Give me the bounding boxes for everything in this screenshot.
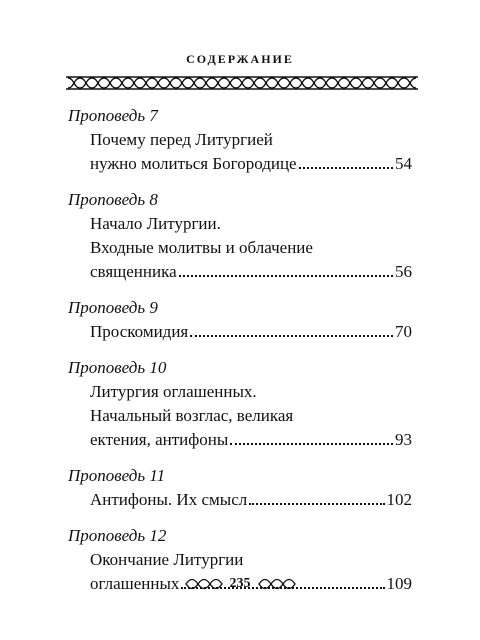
- folio-page-number: 235: [229, 576, 251, 591]
- entry-title-line: Литургия оглашенных.: [90, 382, 257, 401]
- dot-leader: [299, 167, 393, 169]
- toc-entry-sermon-10: [64, 356, 420, 452]
- sermon-label: Проповедь 10: [68, 358, 167, 377]
- right-ornament-icon: [257, 577, 297, 591]
- dot-leader: [249, 503, 384, 505]
- page-number: 109: [386, 574, 412, 593]
- entry-title-last-line: священника: [90, 262, 177, 281]
- page-number: 70: [395, 322, 412, 341]
- toc-entry-sermon-11: [64, 464, 420, 512]
- page-footer: [0, 576, 480, 592]
- dot-leader: [179, 275, 393, 277]
- sermon-label: Проповедь 8: [68, 190, 158, 209]
- entry-title-line: Начало Литургии.: [90, 214, 221, 233]
- entry-leader-line: [64, 320, 420, 344]
- entry-title-last-line: ектения, антифоны: [90, 430, 229, 449]
- toc-entry-sermon-9: [64, 296, 420, 344]
- dot-leader: [230, 443, 393, 445]
- entry-leader-line: [64, 152, 420, 176]
- sermon-label: Проповедь 11: [68, 466, 166, 485]
- left-ornament-icon: [184, 577, 224, 591]
- entry-title-line: Начальный возглас, великая: [90, 406, 294, 425]
- entry-leader-line: [64, 260, 420, 284]
- entry-leader-line: [64, 428, 420, 452]
- table-of-contents: [64, 104, 420, 608]
- entry-title-line: Окончание Литургии: [90, 550, 244, 569]
- decorative-ornament-rule: [64, 72, 420, 94]
- page-number: 54: [395, 154, 412, 173]
- sermon-label: Проповедь 9: [68, 298, 158, 317]
- page-number: 102: [386, 490, 412, 509]
- sermon-label: Проповедь 12: [68, 526, 167, 545]
- entry-title-last-line: нужно молиться Богородице: [90, 154, 297, 173]
- entry-title-last-line: оглашенных: [90, 574, 180, 593]
- page-number: 56: [395, 262, 412, 281]
- entry-title-last-line: Антифоны. Их смысл: [90, 490, 248, 509]
- entry-title-line: Почему перед Литургией: [90, 130, 273, 149]
- running-head: СОДЕРЖАНИЕ: [186, 52, 294, 66]
- sermon-label: Проповедь 7: [68, 106, 158, 125]
- entry-title-line: Входные молитвы и облачение: [90, 238, 313, 257]
- toc-entry-sermon-8: [64, 188, 420, 284]
- entry-title-last-line: Проскомидия: [90, 322, 189, 341]
- page-number: 93: [395, 430, 412, 449]
- entry-leader-line: [64, 488, 420, 512]
- toc-entry-sermon-7: [64, 104, 420, 176]
- dot-leader: [190, 335, 393, 337]
